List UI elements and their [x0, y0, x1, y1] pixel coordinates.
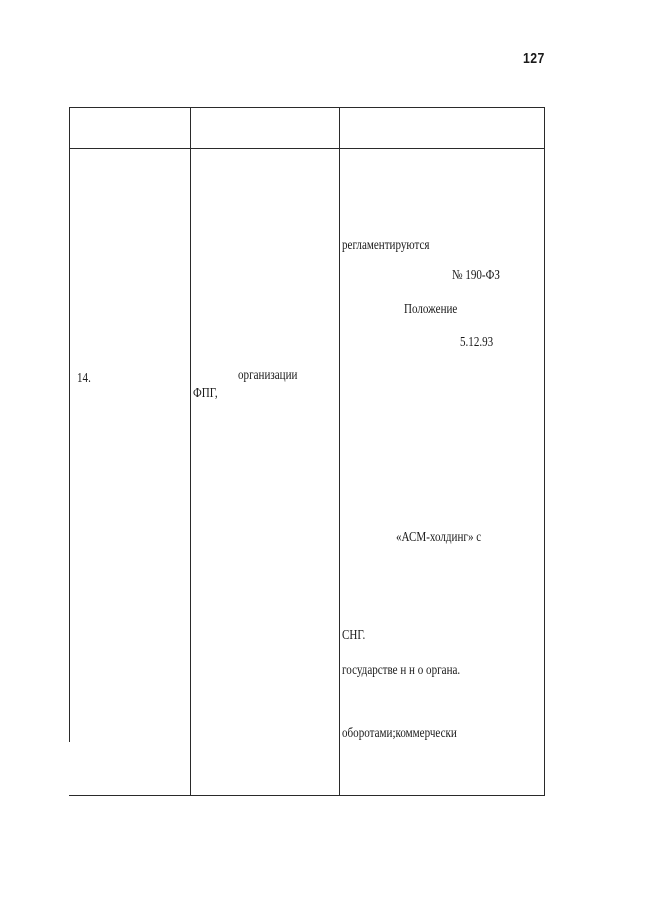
- row-number: 14.: [77, 370, 91, 385]
- col3-text-law-number: № 190-ФЗ: [452, 267, 500, 282]
- col3-text-regulation: Положение: [404, 301, 458, 316]
- col2-text-line1: организации: [238, 367, 298, 382]
- col2-text-line2: ФПГ,: [193, 385, 218, 400]
- col3-text-state-body: государстве н н о органа.: [342, 662, 461, 677]
- col3-text-regulated: регламентируются: [342, 237, 430, 252]
- col3-text-turnover: оборотами;коммерчески: [342, 725, 457, 740]
- table-left-border: [69, 107, 70, 742]
- table-bottom-border: [69, 795, 545, 796]
- table-top-border: [69, 107, 545, 108]
- col3-text-holding: «АСМ-холдинг» с: [396, 529, 482, 544]
- table-right-border: [544, 107, 545, 796]
- col3-text-date: 5.12.93: [460, 334, 494, 349]
- page-number: 127: [523, 50, 545, 67]
- table-col-divider-1: [190, 107, 191, 796]
- table-header-divider: [69, 148, 545, 149]
- table-col-divider-2: [339, 107, 340, 796]
- col3-text-cis: СНГ.: [342, 627, 366, 642]
